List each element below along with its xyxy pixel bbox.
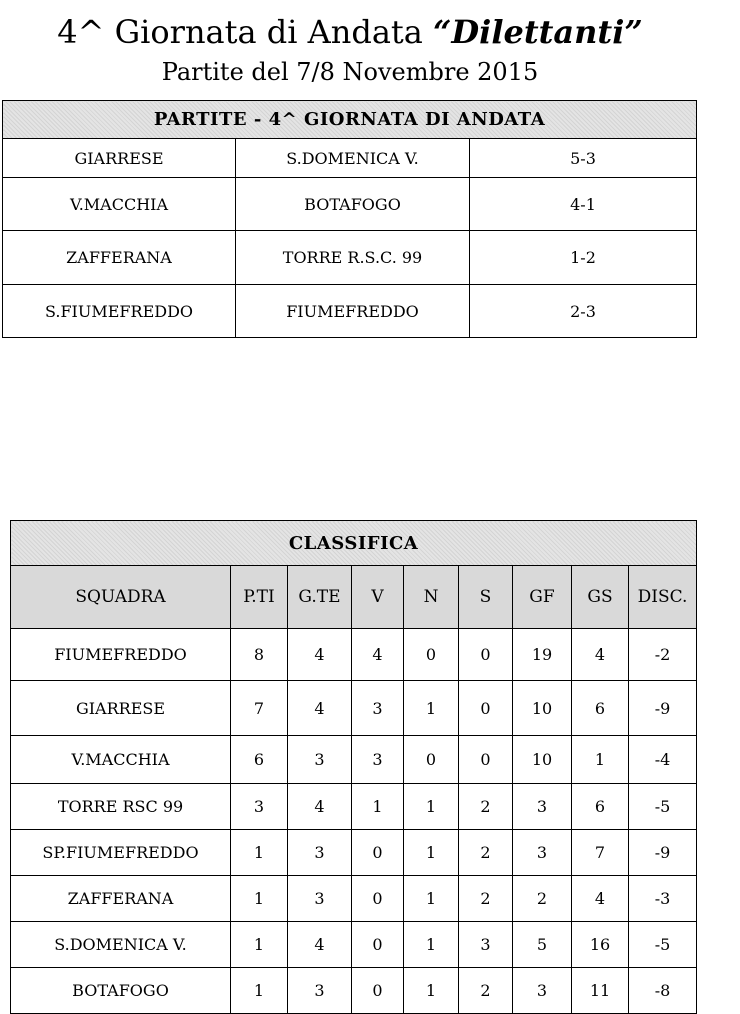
match-away: TORRE R.S.C. 99	[236, 231, 470, 285]
standings-wins: 3	[352, 736, 404, 784]
standings-goals-against: 16	[572, 922, 629, 968]
match-home: GIARRESE	[3, 139, 236, 178]
standings-goals-against: 6	[572, 784, 629, 830]
standings-losses: 2	[459, 968, 513, 1014]
standings-points: 3	[231, 784, 288, 830]
standings-wins: 0	[352, 922, 404, 968]
standings-draws: 0	[404, 629, 459, 681]
match-row	[3, 139, 697, 178]
matches-table	[2, 100, 697, 338]
standings-heading: CLASSIFICA	[11, 521, 697, 566]
standings-discipline: -4	[629, 736, 697, 784]
standings-points: 1	[231, 922, 288, 968]
match-away: S.DOMENICA V.	[236, 139, 470, 178]
match-away: FIUMEFREDDO	[236, 285, 470, 338]
match-home: S.FIUMEFREDDO	[3, 285, 236, 338]
standings-goals-for: 10	[513, 736, 572, 784]
standings-wins: 0	[352, 830, 404, 876]
standings-row	[11, 784, 697, 830]
standings-team-name: S.DOMENICA V.	[11, 922, 231, 968]
standings-goals-against: 1	[572, 736, 629, 784]
standings-row	[11, 876, 697, 922]
col-squadra: SQUADRA	[11, 566, 231, 629]
standings-points: 1	[231, 830, 288, 876]
matches-heading: PARTITE - 4^ GIORNATA DI ANDATA	[3, 101, 697, 139]
standings-discipline: -5	[629, 922, 697, 968]
standings-points: 7	[231, 681, 288, 736]
col-vinte: V	[352, 566, 404, 629]
standings-draws: 1	[404, 922, 459, 968]
standings-goals-against: 7	[572, 830, 629, 876]
col-gol-subiti: GS	[572, 566, 629, 629]
standings-team-name: TORRE RSC 99	[11, 784, 231, 830]
standings-table	[10, 520, 697, 1014]
standings-losses: 2	[459, 830, 513, 876]
standings-losses: 0	[459, 681, 513, 736]
match-home: ZAFFERANA	[3, 231, 236, 285]
standings-team-name: BOTAFOGO	[11, 968, 231, 1014]
standings-played: 4	[288, 922, 352, 968]
standings-goals-for: 3	[513, 968, 572, 1014]
page-title	[0, 12, 700, 52]
standings-team-name: V.MACCHIA	[11, 736, 231, 784]
match-score: 5-3	[470, 139, 697, 178]
standings-wins: 3	[352, 681, 404, 736]
standings-goals-against: 4	[572, 629, 629, 681]
standings-losses: 0	[459, 736, 513, 784]
standings-row	[11, 830, 697, 876]
col-disciplina: DISC.	[629, 566, 697, 629]
standings-team-name: ZAFFERANA	[11, 876, 231, 922]
standings-draws: 1	[404, 876, 459, 922]
standings-discipline: -9	[629, 681, 697, 736]
standings-played: 4	[288, 629, 352, 681]
standings-goals-against: 11	[572, 968, 629, 1014]
standings-wins: 1	[352, 784, 404, 830]
standings-team-name: FIUMEFREDDO	[11, 629, 231, 681]
col-sconfitte: S	[459, 566, 513, 629]
standings-header-row	[11, 566, 697, 629]
standings-goals-against: 4	[572, 876, 629, 922]
standings-points: 6	[231, 736, 288, 784]
match-away: BOTAFOGO	[236, 178, 470, 231]
standings-discipline: -5	[629, 784, 697, 830]
standings-draws: 0	[404, 736, 459, 784]
match-score: 1-2	[470, 231, 697, 285]
standings-wins: 0	[352, 968, 404, 1014]
standings-losses: 3	[459, 922, 513, 968]
title-emphasis: “Dilettanti”	[433, 13, 643, 51]
page-subtitle: Partite del 7/8 Novembre 2015	[161, 58, 539, 86]
match-row	[3, 178, 697, 231]
match-home: V.MACCHIA	[3, 178, 236, 231]
col-giocate: G.TE	[288, 566, 352, 629]
standings-draws: 1	[404, 681, 459, 736]
standings-discipline: -3	[629, 876, 697, 922]
standings-row	[11, 922, 697, 968]
standings-goals-for: 10	[513, 681, 572, 736]
standings-losses: 2	[459, 784, 513, 830]
standings-points: 8	[231, 629, 288, 681]
standings-points: 1	[231, 876, 288, 922]
standings-losses: 0	[459, 629, 513, 681]
standings-played: 3	[288, 876, 352, 922]
col-nulle: N	[404, 566, 459, 629]
standings-played: 3	[288, 736, 352, 784]
standings-goals-for: 5	[513, 922, 572, 968]
standings-played: 3	[288, 830, 352, 876]
match-row	[3, 231, 697, 285]
standings-losses: 2	[459, 876, 513, 922]
match-row	[3, 285, 697, 338]
col-gol-fatti: GF	[513, 566, 572, 629]
standings-row	[11, 968, 697, 1014]
standings-row	[11, 681, 697, 736]
standings-body	[11, 629, 697, 1014]
match-score: 4-1	[470, 178, 697, 231]
title-prefix: 4^ Giornata di Andata	[57, 13, 434, 51]
standings-wins: 4	[352, 629, 404, 681]
standings-team-name: GIARRESE	[11, 681, 231, 736]
standings-team-name: SP.FIUMEFREDDO	[11, 830, 231, 876]
standings-discipline: -9	[629, 830, 697, 876]
standings-discipline: -2	[629, 629, 697, 681]
standings-goals-against: 6	[572, 681, 629, 736]
col-punti: P.TI	[231, 566, 288, 629]
standings-draws: 1	[404, 968, 459, 1014]
standings-row	[11, 629, 697, 681]
standings-played: 3	[288, 968, 352, 1014]
standings-draws: 1	[404, 784, 459, 830]
standings-goals-for: 2	[513, 876, 572, 922]
standings-discipline: -8	[629, 968, 697, 1014]
standings-row	[11, 736, 697, 784]
standings-goals-for: 3	[513, 784, 572, 830]
match-score: 2-3	[470, 285, 697, 338]
standings-wins: 0	[352, 876, 404, 922]
standings-played: 4	[288, 681, 352, 736]
standings-draws: 1	[404, 830, 459, 876]
standings-goals-for: 19	[513, 629, 572, 681]
standings-played: 4	[288, 784, 352, 830]
standings-goals-for: 3	[513, 830, 572, 876]
standings-points: 1	[231, 968, 288, 1014]
